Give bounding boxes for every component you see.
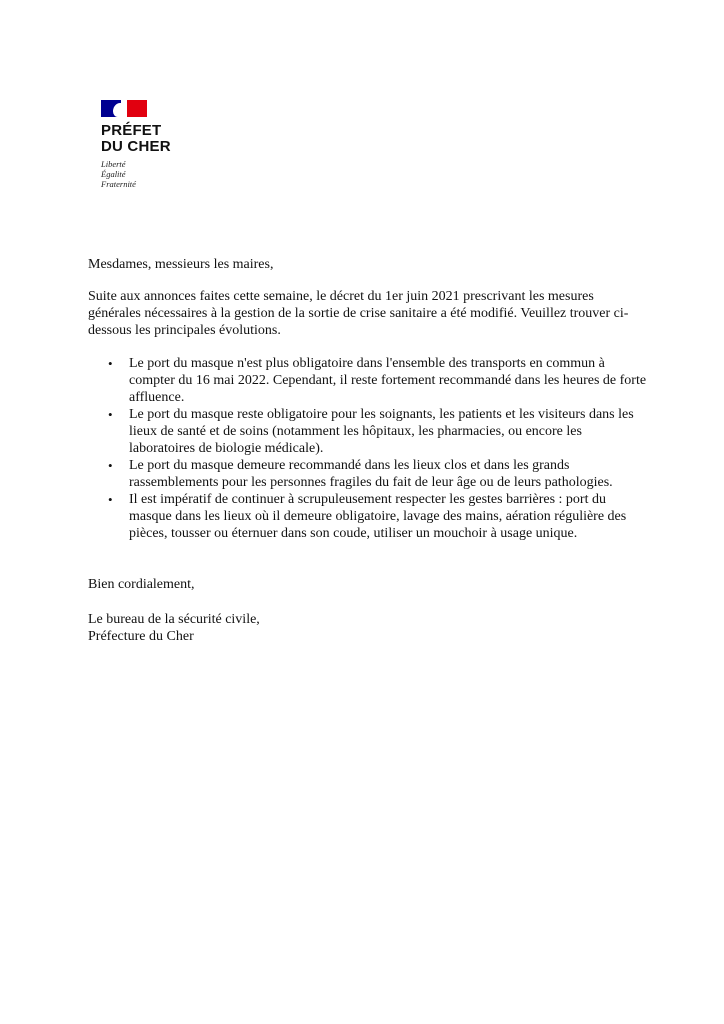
institution-line-1: PRÉFET bbox=[101, 122, 162, 139]
institution-name bbox=[101, 123, 221, 155]
list-item bbox=[88, 355, 648, 406]
signature-line-2: Préfecture du Cher bbox=[88, 629, 194, 644]
motto-liberte: Liberté bbox=[101, 159, 126, 169]
bullet-icon: • bbox=[108, 356, 113, 371]
bullet-icon: • bbox=[108, 407, 113, 422]
signature-line-1: Le bureau de la sécurité civile, bbox=[88, 612, 260, 627]
salutation: Mesdames, messieurs les maires, bbox=[88, 257, 274, 272]
republic-motto bbox=[101, 159, 221, 189]
prefecture-logo bbox=[101, 100, 221, 189]
list-item-text: Il est impératif de continuer à scrupuleusement respecter les gestes barrières : port du masque dans les lieux où il demeure obligatoire, lavage des mains, aération régulière des pièces, tousser ou éternuer dans son coude, utiliser un mouchoir à usage unique. bbox=[129, 492, 627, 541]
bullet-icon: • bbox=[108, 492, 113, 507]
measures-list bbox=[88, 355, 648, 542]
institution-line-2: DU CHER bbox=[101, 138, 171, 155]
list-item-text: Le port du masque n'est plus obligatoire dans l'ensemble des transports en commun à compter du 16 mai 2022. Cependant, il reste fortement recommandé dans les heures de forte affluence. bbox=[129, 356, 647, 405]
marianne-flag-icon bbox=[101, 100, 147, 117]
bullet-icon: • bbox=[108, 458, 113, 473]
list-item-text: Le port du masque reste obligatoire pour les soignants, les patients et les visiteurs dans les lieux de santé et de soins (notamment les hôpitaux, les pharmacies, ou encore les laboratoires de biologie médicale). bbox=[129, 407, 634, 456]
motto-fraternite: Fraternité bbox=[101, 179, 136, 189]
list-item bbox=[88, 406, 648, 457]
list-item bbox=[88, 457, 648, 491]
closing-formula: Bien cordialement, bbox=[88, 577, 195, 592]
list-item-text: Le port du masque demeure recommandé dans les lieux clos et dans les grands rassemblements pour les personnes fragiles du fait de leur âge ou de leurs pathologies. bbox=[129, 458, 613, 490]
intro-paragraph: Suite aux annonces faites cette semaine, le décret du 1er juin 2021 prescrivant les mesures générales nécessaires à la gestion de la sortie de crise sanitaire a été modifié. Veuillez trouver ci-dessous les principales évolutions. bbox=[88, 289, 629, 338]
list-item bbox=[88, 491, 648, 542]
motto-egalite: Égalité bbox=[101, 169, 126, 179]
